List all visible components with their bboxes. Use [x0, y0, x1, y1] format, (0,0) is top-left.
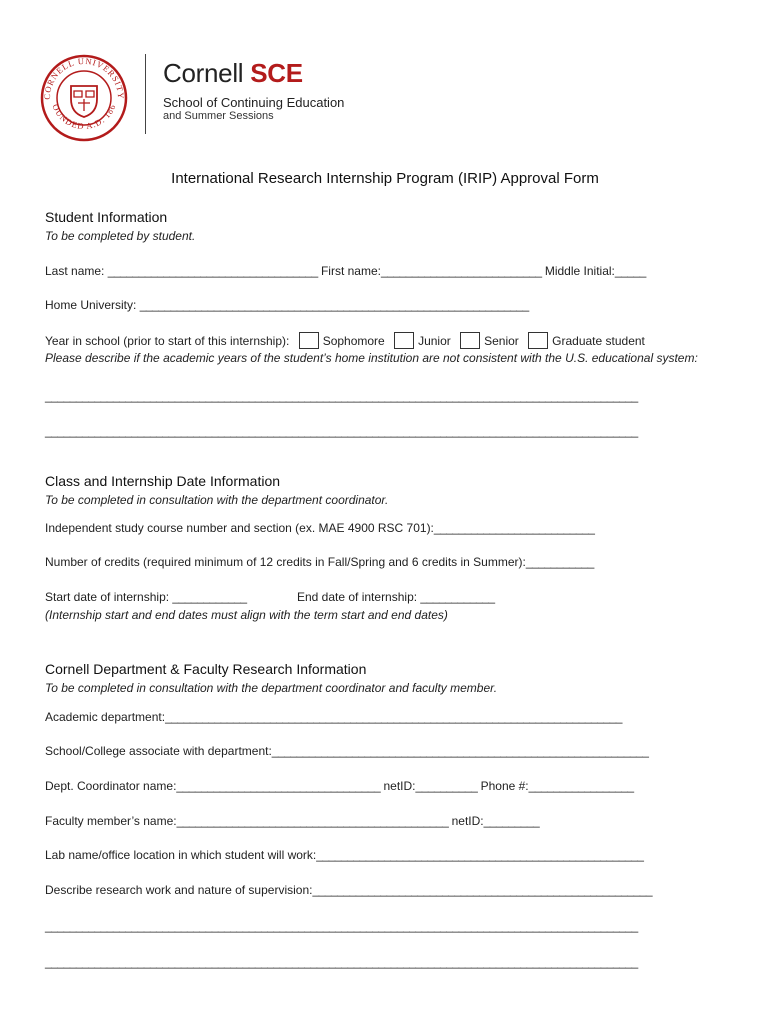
year-in-school-row	[45, 332, 645, 349]
junior-checkbox[interactable]	[394, 332, 414, 349]
first-name-field[interactable]: __________________________	[380, 264, 542, 278]
course-label: Independent study course number and section (ex. MAE 4900 RSC 701):	[45, 521, 434, 535]
sophomore-checkbox[interactable]	[299, 332, 319, 349]
end-date-field[interactable]: ____________	[420, 590, 495, 604]
option-junior[interactable]	[388, 332, 451, 349]
junior-label: Junior	[418, 334, 451, 348]
start-date-row	[45, 590, 247, 604]
phone-label: Phone #:	[477, 779, 529, 793]
middle-initial-field[interactable]: _____	[614, 264, 646, 278]
graduate-label: Graduate student	[552, 334, 645, 348]
cornell-seal-logo	[40, 54, 128, 142]
academic-dept-row	[45, 710, 622, 724]
faculty-row	[45, 814, 539, 828]
research-field-2[interactable]: ________________________________________________________________________________________________	[45, 919, 638, 933]
school-subtitle: and Summer Sessions	[163, 110, 274, 122]
header-divider	[145, 54, 146, 134]
coordinator-label: Dept. Coordinator name:	[45, 779, 177, 793]
middle-initial-label: Middle Initial:	[541, 264, 615, 278]
first-name-label: First name:	[317, 264, 381, 278]
course-field[interactable]: __________________________	[433, 521, 595, 535]
senior-label: Senior	[484, 334, 519, 348]
year-in-school-label: Year in school (prior to start of this internship):	[45, 334, 290, 348]
credits-field[interactable]: ___________	[525, 555, 594, 569]
start-date-label: Start date of internship:	[45, 590, 173, 604]
option-sophomore[interactable]	[293, 332, 385, 349]
academic-dept-field[interactable]: __________________________________________________________________________	[165, 710, 622, 724]
school-college-label: School/College associate with department:	[45, 744, 272, 758]
last-name-field[interactable]: __________________________________	[107, 264, 318, 278]
faculty-netid-field[interactable]: _________	[483, 814, 540, 828]
research-label: Describe research work and nature of supervision:	[45, 883, 313, 897]
phone-field[interactable]: _________________	[528, 779, 634, 793]
coordinator-field[interactable]: _________________________________	[176, 779, 381, 793]
course-row	[45, 521, 594, 535]
form-title: International Research Internship Program (IRIP) Approval Form	[171, 170, 599, 187]
brand-accent: SCE	[250, 58, 303, 88]
academic-years-field-1[interactable]: ________________________________________________________________________________________________	[45, 389, 638, 403]
credits-row	[45, 555, 594, 569]
option-graduate[interactable]	[522, 332, 645, 349]
sophomore-label: Sophomore	[322, 334, 385, 348]
option-senior[interactable]	[454, 332, 519, 349]
lab-row	[45, 848, 643, 862]
research-field[interactable]: _______________________________________________________	[312, 883, 653, 897]
brand-wordmark	[163, 58, 303, 89]
coordinator-netid-field[interactable]: __________	[415, 779, 478, 793]
school-name: School of Continuing Education	[163, 95, 345, 110]
faculty-label: Faculty member’s name:	[45, 814, 177, 828]
dates-note: (Internship start and end dates must align with the term start and end dates)	[45, 608, 448, 622]
coordinator-row	[45, 779, 634, 793]
class-section-heading: Class and Internship Date Information	[45, 473, 281, 489]
lab-label: Lab name/office location in which student will work:	[45, 848, 317, 862]
student-section-note: To be completed by student.	[45, 229, 196, 243]
home-university-row	[45, 298, 529, 312]
lab-field[interactable]: _____________________________________________________	[316, 848, 644, 862]
svg-text:FOUNDED A.D. 1865: OUNDED A.D. 186	[50, 102, 118, 132]
faculty-netid-label: netID:	[448, 814, 484, 828]
school-college-field[interactable]: _____________________________________________________________	[271, 744, 649, 758]
start-date-field[interactable]: ____________	[172, 590, 247, 604]
school-college-row	[45, 744, 648, 758]
svg-text:CORNELL UNIVERSITY: CORNELL UNIVERSITY	[41, 55, 127, 100]
research-field-3[interactable]: ________________________________________________________________________________________________	[45, 955, 638, 969]
senior-checkbox[interactable]	[460, 332, 480, 349]
home-university-label: Home University:	[45, 298, 140, 312]
dept-section-heading: Cornell Department & Faculty Research Information	[45, 661, 367, 677]
graduate-checkbox[interactable]	[528, 332, 548, 349]
name-row	[45, 264, 646, 278]
coordinator-netid-label: netID:	[380, 779, 416, 793]
end-date-label: End date of internship:	[297, 590, 421, 604]
academic-years-note: Please describe if the academic years of the student’s home institution are not consistent with the U.S. educational system:	[45, 351, 698, 365]
last-name-label: Last name:	[45, 264, 108, 278]
academic-dept-label: Academic department:	[45, 710, 166, 724]
research-row	[45, 883, 652, 897]
student-section-heading: Student Information	[45, 209, 168, 225]
end-date-row	[297, 590, 495, 604]
brand-main: Cornell	[163, 58, 244, 88]
dept-section-note: To be completed in consultation with the department coordinator and faculty member.	[45, 681, 498, 695]
class-section-note: To be completed in consultation with the department coordinator.	[45, 493, 389, 507]
faculty-field[interactable]: ____________________________________________	[176, 814, 449, 828]
home-university-field[interactable]: _______________________________________________________________	[139, 298, 529, 312]
credits-label: Number of credits (required minimum of 12 credits in Fall/Spring and 6 credits in Summer):	[45, 555, 526, 569]
academic-years-field-2[interactable]: ________________________________________________________________________________________________	[45, 424, 638, 438]
